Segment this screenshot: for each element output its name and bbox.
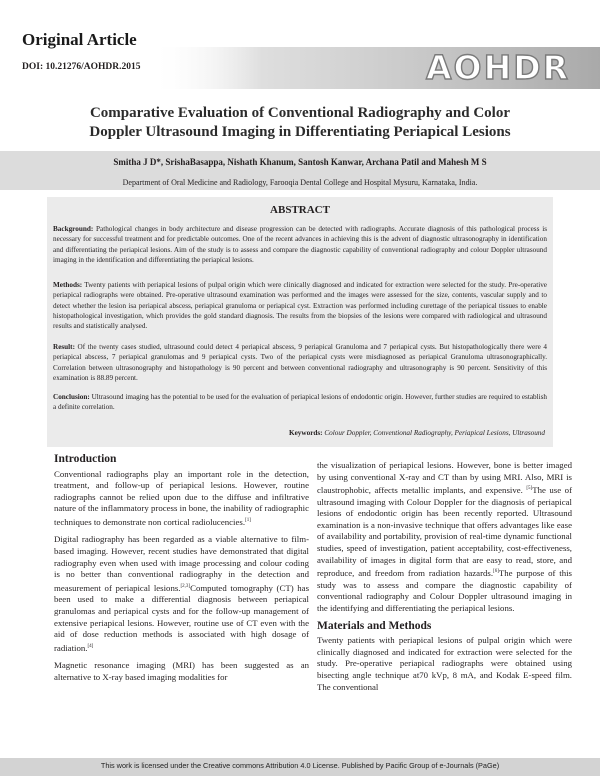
affiliation: Department of Oral Medicine and Radiology, Farooqia Dental College and Hospital Mysuru, Karnataka, India. xyxy=(122,178,478,187)
intro-paragraph-1 xyxy=(54,469,309,529)
keywords-text: Colour Doppler, Conventional Radiography, Periapical Lesions, Ultrasound xyxy=(322,429,545,437)
result-label: Result: xyxy=(53,343,75,351)
background-label: Background: xyxy=(53,225,94,233)
intro-paragraph-2 xyxy=(54,534,309,654)
citation-5: [5] xyxy=(526,486,533,492)
authors-band xyxy=(0,151,600,190)
col2-p1c-text: The purpose of this study was to assess and compare the diagnostic capability of conventional radiography and Colour Doppler ultrasound imaging in the identifying and differentiating the periapical lesions. xyxy=(317,568,572,613)
citation-2-3: [2,3] xyxy=(180,583,191,589)
body-column-left xyxy=(54,454,309,689)
intro-p3-text: Magnetic resonance imaging (MRI) has been suggested as an alternative to X-ray based imaging modalities for xyxy=(54,660,309,682)
abstract-result xyxy=(53,342,547,383)
abstract-conclusion xyxy=(53,392,547,413)
methods-p1-text: Twenty patients with periapical lesions of pulpal origin which were clinically diagnosed and indicated for extraction were selected for the study. Pre-operative periapical radiographs were obtained using bisecting angle technique at70 kVp, 8 mA, and Kodak E-speed film. The conventional xyxy=(317,635,572,692)
conclusion-label: Conclusion: xyxy=(53,393,90,401)
intro-p2b-text: Computed tomography (CT) has been used to make a differential diagnosis between periapical granulomas and periapical cysts and for the follow-up management of extensive periapical lesions. However, routine use of CT even with the aid of dose reduction methods is associated with high dosage of radiation. xyxy=(54,582,310,653)
abstract-methods xyxy=(53,280,547,331)
body-column-right xyxy=(317,460,572,699)
keywords-label: Keywords: xyxy=(289,429,323,437)
methods-heading: Materials and Methods xyxy=(317,619,432,632)
conclusion-text: Ultrasound imaging has the potential to be used for the evaluation of periapical lesions of endodontic origin. However, further studies are required to establish a definite correlation. xyxy=(53,393,547,412)
col2-p1b-text: The use of ultrasound imaging with Colour Doppler for the diagnosis of periapical lesions of endodontic origin has been recently reported. Ultrasound examination is a non-invasive technique that offers advantages like ease of availability and portability, provision of real-time dynamic functional studies, speed of investigation, patient acceptability, cost-effectiveness, availability of images in digital form that are easy to read, store, and reproduce, and freedom from radiation hazards. xyxy=(317,485,572,579)
title-line-1: Comparative Evaluation of Conventional Radiography and Color xyxy=(89,105,511,121)
title-line-2: Doppler Ultrasound Imaging in Differentiating Periapical Lesions xyxy=(89,124,511,140)
keywords xyxy=(289,429,545,437)
result-text: Of the twenty cases studied, ultrasound could detect 4 periapical abscess, 9 periapical Granuloma and 7 periapical cysts. But histopathologically there were 4 periapical abscess, 7 periapical granulomas and 9 periapical cysts. Two of the periapical cysts were misdiagnosed as periapical Granuloma ultrasonographically. Correlation between ultrasonography and histopathology is 90 percent and between conventional radiography and ultrasonography is 90 percent. Sensitivity of this examination is 88.89 percent. xyxy=(53,343,547,382)
abstract-box xyxy=(47,197,553,447)
doi: DOI: 10.21276/AOHDR.2015 xyxy=(22,62,141,72)
citation-6: [6] xyxy=(493,569,499,575)
journal-logo-text: AOHDR xyxy=(425,48,570,87)
methods-label: Methods: xyxy=(53,281,83,289)
methods-text: Twenty patients with periapical lesions of pulpal origin which were clinically diagnosed and indicated for extraction were selected for the study. Pre-operative periapical radiographs were obtained. Pre-operative ultrasound examination was performed and the images were assessed for the size, contents, vascular supply and to detect whether the lesion isa periapical abscess, periapical granuloma or periapical cyst. Extraction was performed including curettage of the periapical tissues to enable histopathological investigation, which provides the gold standard diagnosis. The results from the biopsies of the lesions were compared with radiological and ultrasound results and statistically analysed. xyxy=(53,281,547,331)
background-text: Pathological changes in body architecture and disease progression can be detected with radiographs. Accurate diagnosis of this pathological process is necessary for successful treatment and for predictable outcomes. One of the recent advances in achieving this is the advent of diagnostic ultrasonography in identification and differentiating the periapical lesions. Aim of the study is to assess and compare the diagnostic capability of conventional radiography and colour Doppler ultrasound imaging in the identification and differentiating the periapical lesions. xyxy=(53,225,547,264)
intro-p1-text: Conventional radiographs play an important role in the detection, treatment, and follow-up of periapical lesions. However, routine radiographs cannot be relied upon due to the diffuse and infiltrative nature of the inflammatory process in bone, the inability of radiographic techniques to demonstrate non cortical radiolucencies. xyxy=(54,468,309,527)
abstract-heading: ABSTRACT xyxy=(270,204,330,216)
methods-paragraph-1 xyxy=(317,635,572,693)
introduction-heading: Introduction xyxy=(54,453,117,465)
author-list: Smitha J D*, SrishaBasappa, Nishath Khanum, Santosh Kanwar, Archana Patil and Mahesh M S xyxy=(113,157,487,167)
citation-4: [4] xyxy=(87,643,94,649)
license-footer xyxy=(0,758,600,776)
license-text: This work is licensed under the Creative commons Attribution 4.0 License. Published by Pacific Group of e-Journals (PaGe) xyxy=(100,761,500,770)
col2-paragraph-1 xyxy=(317,460,572,615)
article-title xyxy=(40,104,560,142)
col2-p1a-text: the visualization of periapical lesions. However, bone is better imaged by using conventional X-ray and CT than by using MRI. Also, MRI is claustrophobic, affects metallic implants, and expensive. xyxy=(317,460,572,496)
intro-paragraph-3 xyxy=(54,660,309,683)
intro-p2a-text: Digital radiography has been regarded as a viable alternative to film-based imaging. However, recent studies have demonstrated that digital radiography even when used with image processing and colour coding is no better than conventional radiography in the detection and measurement of periapical lesions. xyxy=(54,534,309,593)
abstract-background xyxy=(53,224,547,265)
article-type-label: Original Article xyxy=(22,30,137,49)
citation-1: [1] xyxy=(245,517,251,523)
